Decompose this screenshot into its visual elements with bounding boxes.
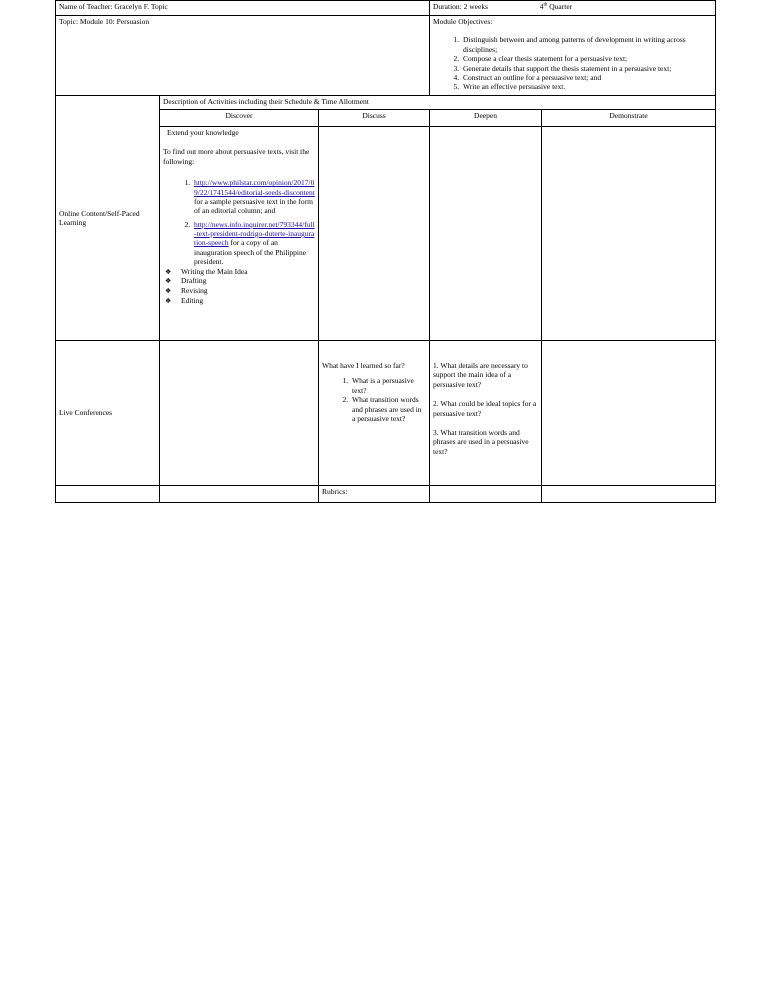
lesson-plan-table	[55, 0, 716, 503]
last-row	[56, 486, 716, 503]
objectives-title: Module Objectives:	[433, 17, 493, 26]
live-conferences-row	[56, 341, 716, 486]
discover-intro: To find out more about persuasive texts, visit the following:	[163, 147, 310, 166]
rubrics-label: Rubrics:	[322, 487, 348, 496]
quarter: 4th Quarter	[539, 2, 573, 11]
online-demonstrate-cell	[542, 127, 716, 341]
last-row-label-cell	[56, 486, 160, 503]
objectives-list	[433, 35, 712, 91]
live-row-label-cell	[56, 341, 160, 486]
column-header-discover: Discover	[160, 110, 319, 127]
deepen-item: 1. What details are necessary to support the main idea of a persuasive text?	[433, 361, 528, 389]
duration: Duration: 2 weeks	[433, 2, 488, 11]
writing-step-item: ❖ Writing the Main Idea	[165, 267, 315, 277]
duration-cell	[430, 1, 716, 16]
online-deepen-cell	[430, 127, 542, 341]
objective-item: 3. Generate details that support the thesis statement in a persuasive text;	[461, 64, 712, 73]
objective-item: 4. Construct an outline for a persuasive text; and	[461, 73, 712, 82]
resource-link-item: 2. http://news.info.inquirer.net/793344/full-text-president-rodrigo-duterte-inauguration-speech for a copy of an inauguration speech of the Philippine president.	[192, 220, 315, 267]
discuss-question: 1. What is a persuasive text?	[350, 376, 426, 395]
topic-row	[56, 16, 716, 96]
live-discuss-cell	[319, 341, 430, 486]
objective-item: 2. Compose a clear thesis statement for a persuasive text;	[461, 54, 712, 63]
resource-link-item: 1. http://www.philstar.com/opinion/2017/09/22/1741544/editorial-seeds-discontent for a sample persuasive text in the form of an editorial column; and	[192, 178, 315, 216]
live-row-label: Live Conferences	[59, 408, 113, 418]
last-row-demonstrate-cell	[542, 486, 716, 503]
column-header-deepen: Deepen	[430, 110, 542, 127]
discuss-question: 2. What transition words and phrases are used in a persuasive text?	[350, 395, 426, 423]
activities-title-cell	[160, 96, 716, 110]
teacher-name: Name of Teacher: Gracelyn F. Topic	[59, 2, 168, 11]
discuss-intro: What have I learned so far?	[322, 361, 405, 370]
last-row-discuss-cell	[319, 486, 430, 503]
deepen-item: 2. What could be ideal topics for a persuasive text?	[433, 399, 537, 418]
column-header-discuss: Discuss	[319, 110, 430, 127]
writing-step-item: ❖ Editing	[165, 296, 315, 306]
teacher-name-cell	[56, 1, 430, 16]
topic-cell	[56, 16, 430, 96]
live-deepen-cell	[430, 341, 542, 486]
column-header-demonstrate: Demonstrate	[542, 110, 716, 127]
online-row-label-cell	[56, 96, 160, 341]
writing-step-item: ❖ Drafting	[165, 276, 315, 286]
online-discover-cell	[160, 127, 319, 341]
discuss-questions-list	[322, 376, 426, 423]
activities-title: Description of Activities including their Schedule & Time Allotment	[163, 97, 369, 106]
last-row-discover-cell	[160, 486, 319, 503]
objective-item: 1. Distinguish between and among patterns of development in writing across disciplines;	[461, 35, 712, 54]
objective-item: 5. Write an effective persuasive text.	[461, 82, 712, 91]
live-discover-cell	[160, 341, 319, 486]
online-row-label: Online Content/Self-Paced Learning	[59, 208, 140, 227]
last-row-deepen-cell	[430, 486, 542, 503]
philstar-link[interactable]: http://www.philstar.com/opinion/2017/09/22/1741544/editorial-seeds-discontent	[194, 178, 315, 197]
writing-steps-list	[163, 267, 315, 306]
online-discuss-cell	[319, 127, 430, 341]
writing-step-item: ❖ Revising	[165, 286, 315, 296]
header-row	[56, 1, 716, 16]
objectives-cell	[430, 16, 716, 96]
deepen-item: 3. What transition words and phrases are used in a persuasive text?	[433, 427, 529, 456]
resource-links-list	[163, 178, 315, 266]
live-demonstrate-cell	[542, 341, 716, 486]
inquirer-link[interactable]: http://news.info.inquirer.net/793344/full-text-president-rodrigo-duterte-inauguration-speech	[194, 219, 315, 248]
topic-label: Topic: Module 10: Persuasion	[59, 17, 150, 26]
discover-heading: Extend your knowledge	[167, 128, 239, 137]
activities-title-row	[56, 96, 716, 110]
